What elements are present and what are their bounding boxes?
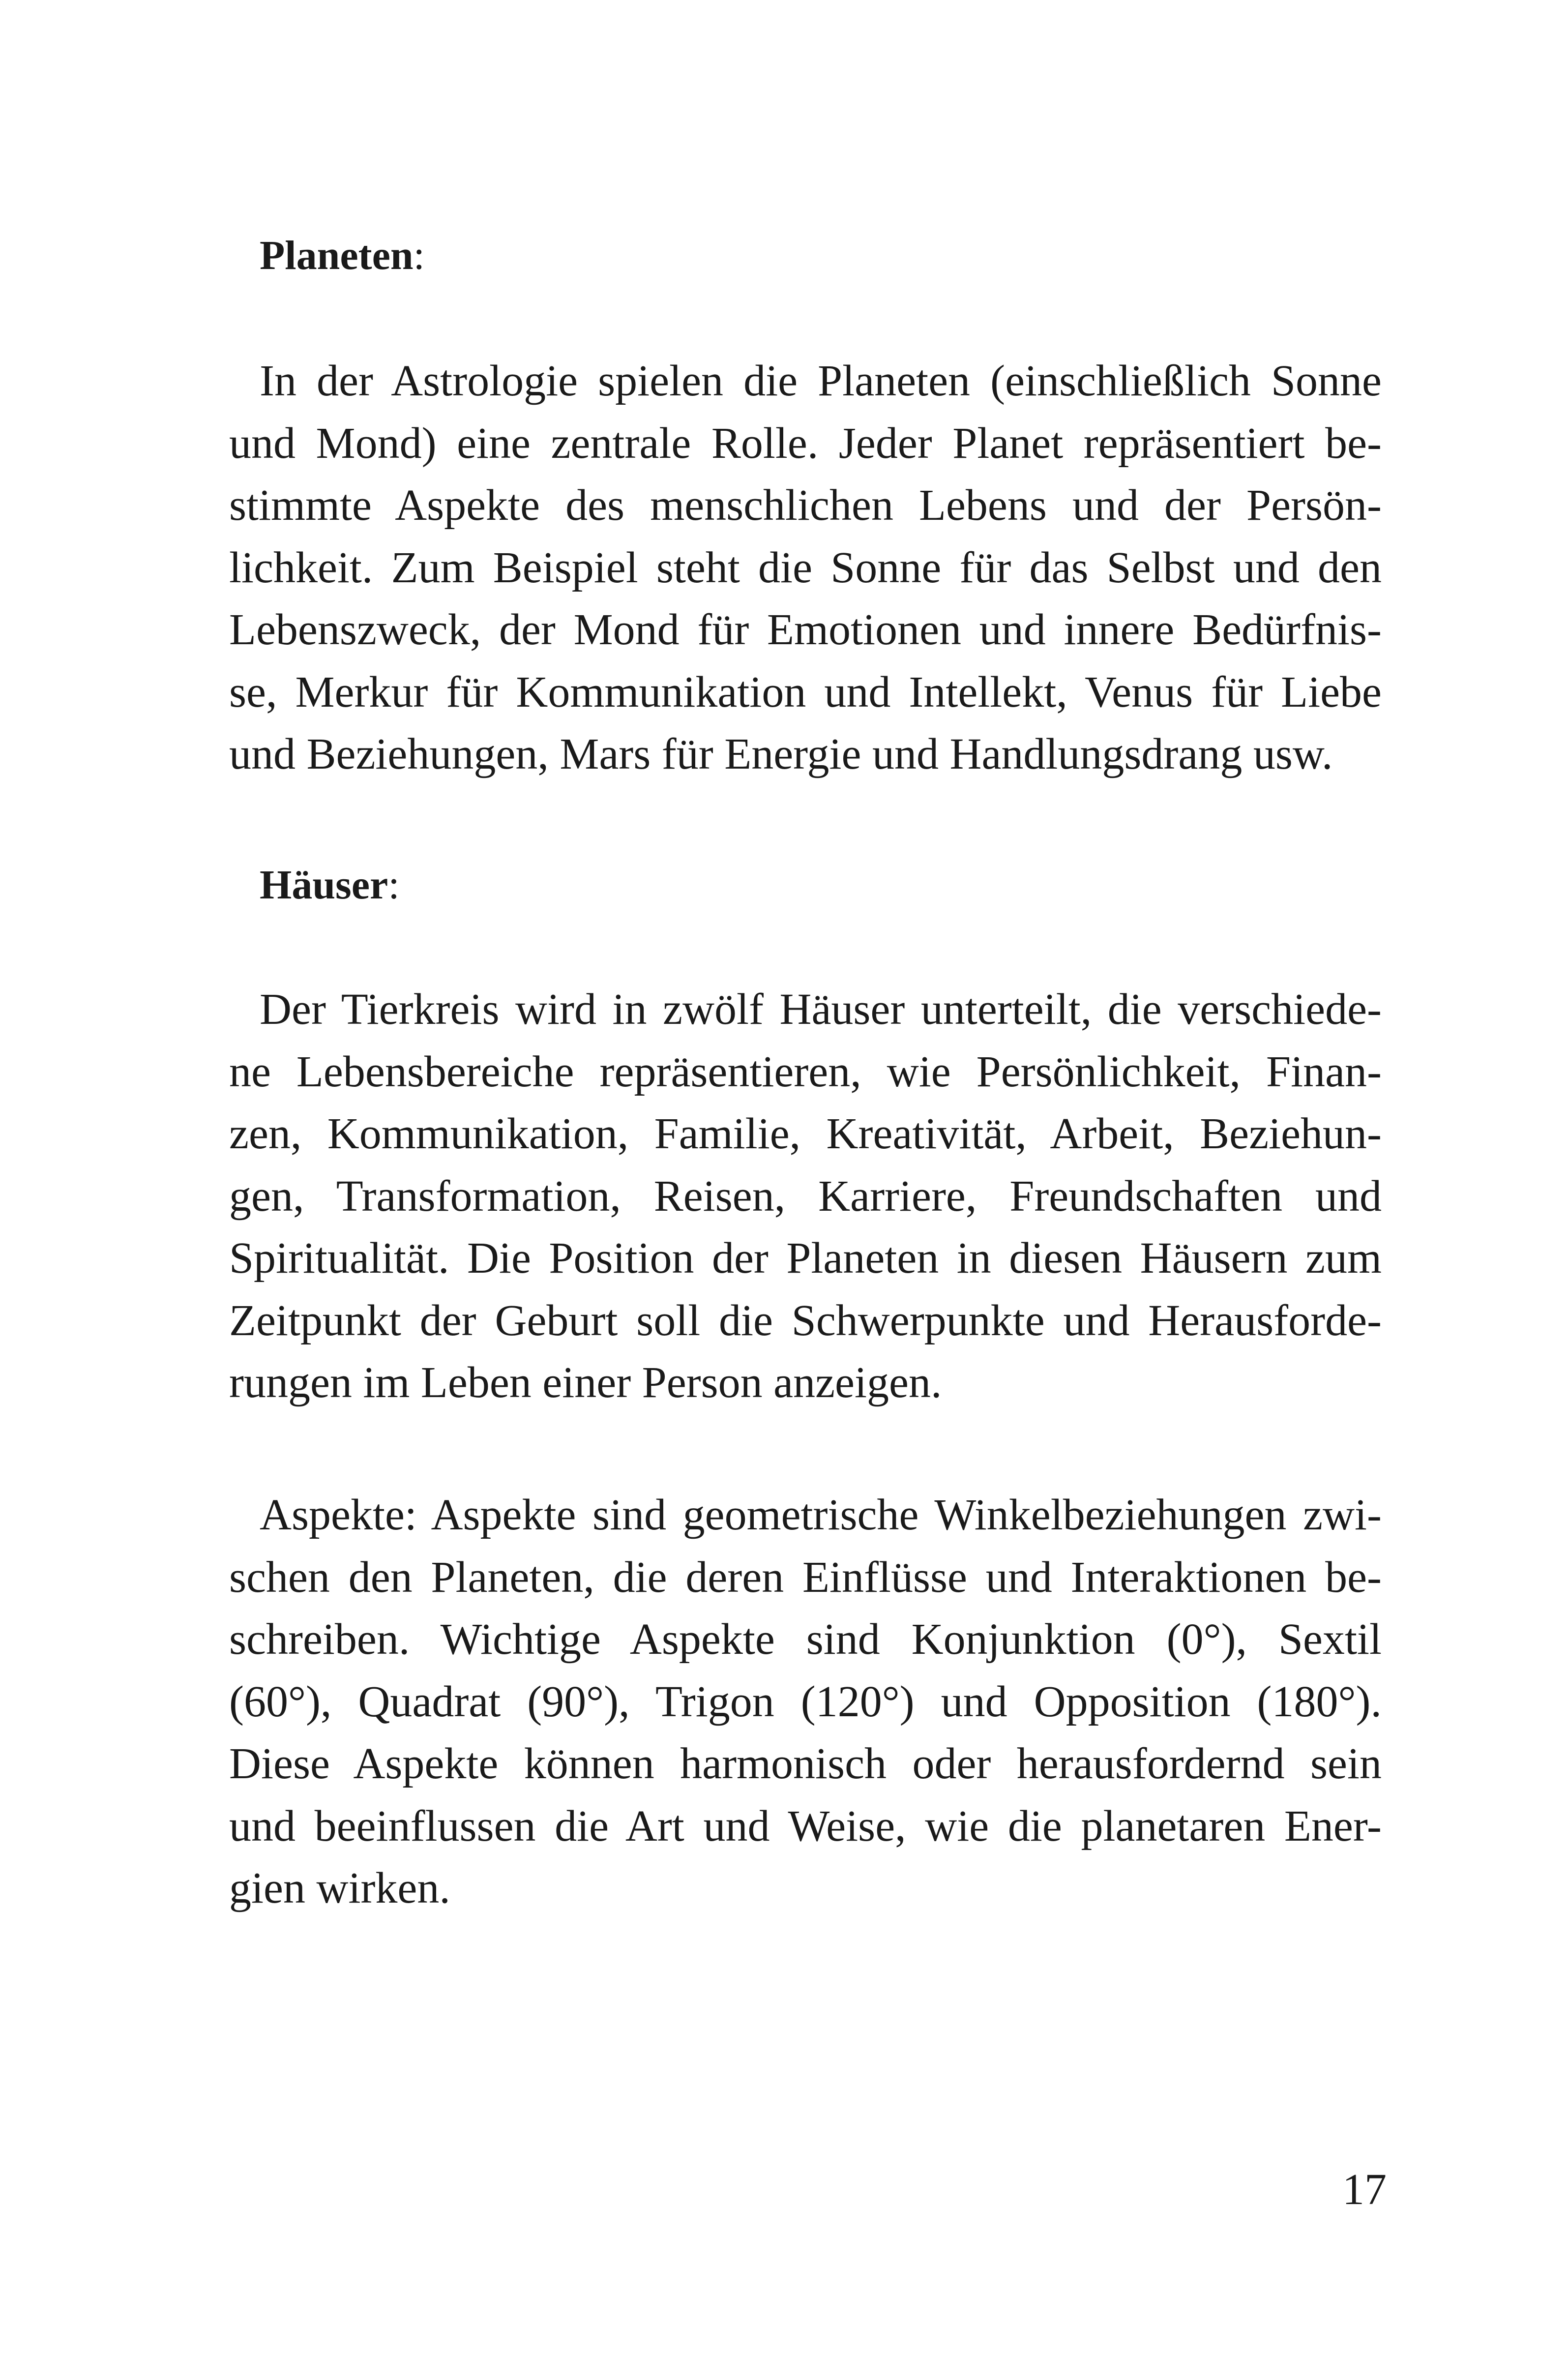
text-line: Der Tierkreis wird in zwölf Häuser unterteilt, die verschiede- — [260, 985, 1382, 1034]
paragraph-planeten — [229, 350, 1382, 786]
text-line: Aspekte: Aspekte sind geometrische Winkelbeziehungen zwi- — [260, 1491, 1382, 1539]
text-line: stimmte Aspekte des menschlichen Lebens und der Persön- — [229, 481, 1382, 530]
heading-label: Häuser — [260, 862, 388, 908]
text-line: rungen im Leben einer Person anzeigen. — [229, 1358, 942, 1407]
text-line: gien wirken. — [229, 1864, 450, 1912]
paragraph-aspekte — [229, 1484, 1382, 1920]
paragraph-haeuser — [229, 979, 1382, 1414]
heading-colon: : — [388, 862, 400, 908]
text-line: lichkeit. Zum Beispiel steht die Sonne für das Selbst und den — [229, 543, 1382, 592]
text-line: (60°), Quadrat (90°), Trigon (120°) und Opposition (180°). — [229, 1677, 1382, 1726]
text-line: zen, Kommunikation, Familie, Kreativität, Arbeit, Beziehun- — [229, 1109, 1382, 1158]
text-line: Zeitpunkt der Geburt soll die Schwerpunkte und Herausforde- — [229, 1296, 1382, 1345]
text-line: In der Astrologie spielen die Planeten (einschließlich Sonne — [260, 357, 1382, 405]
section-heading-haeuser — [260, 862, 400, 908]
heading-colon: : — [413, 233, 425, 278]
text-line: schreiben. Wichtige Aspekte sind Konjunktion (0°), Sextil — [229, 1615, 1382, 1664]
text-line: Diese Aspekte können harmonisch oder herausfordernd sein — [229, 1739, 1382, 1788]
text-line: schen den Planeten, die deren Einflüsse und Interaktionen be- — [229, 1552, 1382, 1602]
text-line: ne Lebensbereiche repräsentieren, wie Persönlichkeit, Finan- — [229, 1047, 1382, 1096]
text-line: Lebenszweck, der Mond für Emotionen und innere Bedürfnis- — [229, 605, 1382, 654]
section-heading-planeten — [260, 235, 425, 276]
text-line: und Beziehungen, Mars für Energie und Handlungsdrang usw. — [229, 730, 1333, 778]
text-line: und Mond) eine zentrale Rolle. Jeder Planet repräsentiert be- — [229, 418, 1382, 468]
text-line: Spiritualität. Die Position der Planeten in diesen Häusern zum — [229, 1234, 1382, 1283]
heading-label: Planeten — [260, 233, 414, 278]
text-line: und beeinflussen die Art und Weise, wie die planetaren Ener- — [229, 1801, 1382, 1851]
text-line: se, Merkur für Kommunikation und Intellekt, Venus für Liebe — [229, 667, 1382, 716]
text-line: gen, Transformation, Reisen, Karriere, Freundschaften und — [229, 1171, 1382, 1221]
page-number: 17 — [1342, 2165, 1387, 2214]
